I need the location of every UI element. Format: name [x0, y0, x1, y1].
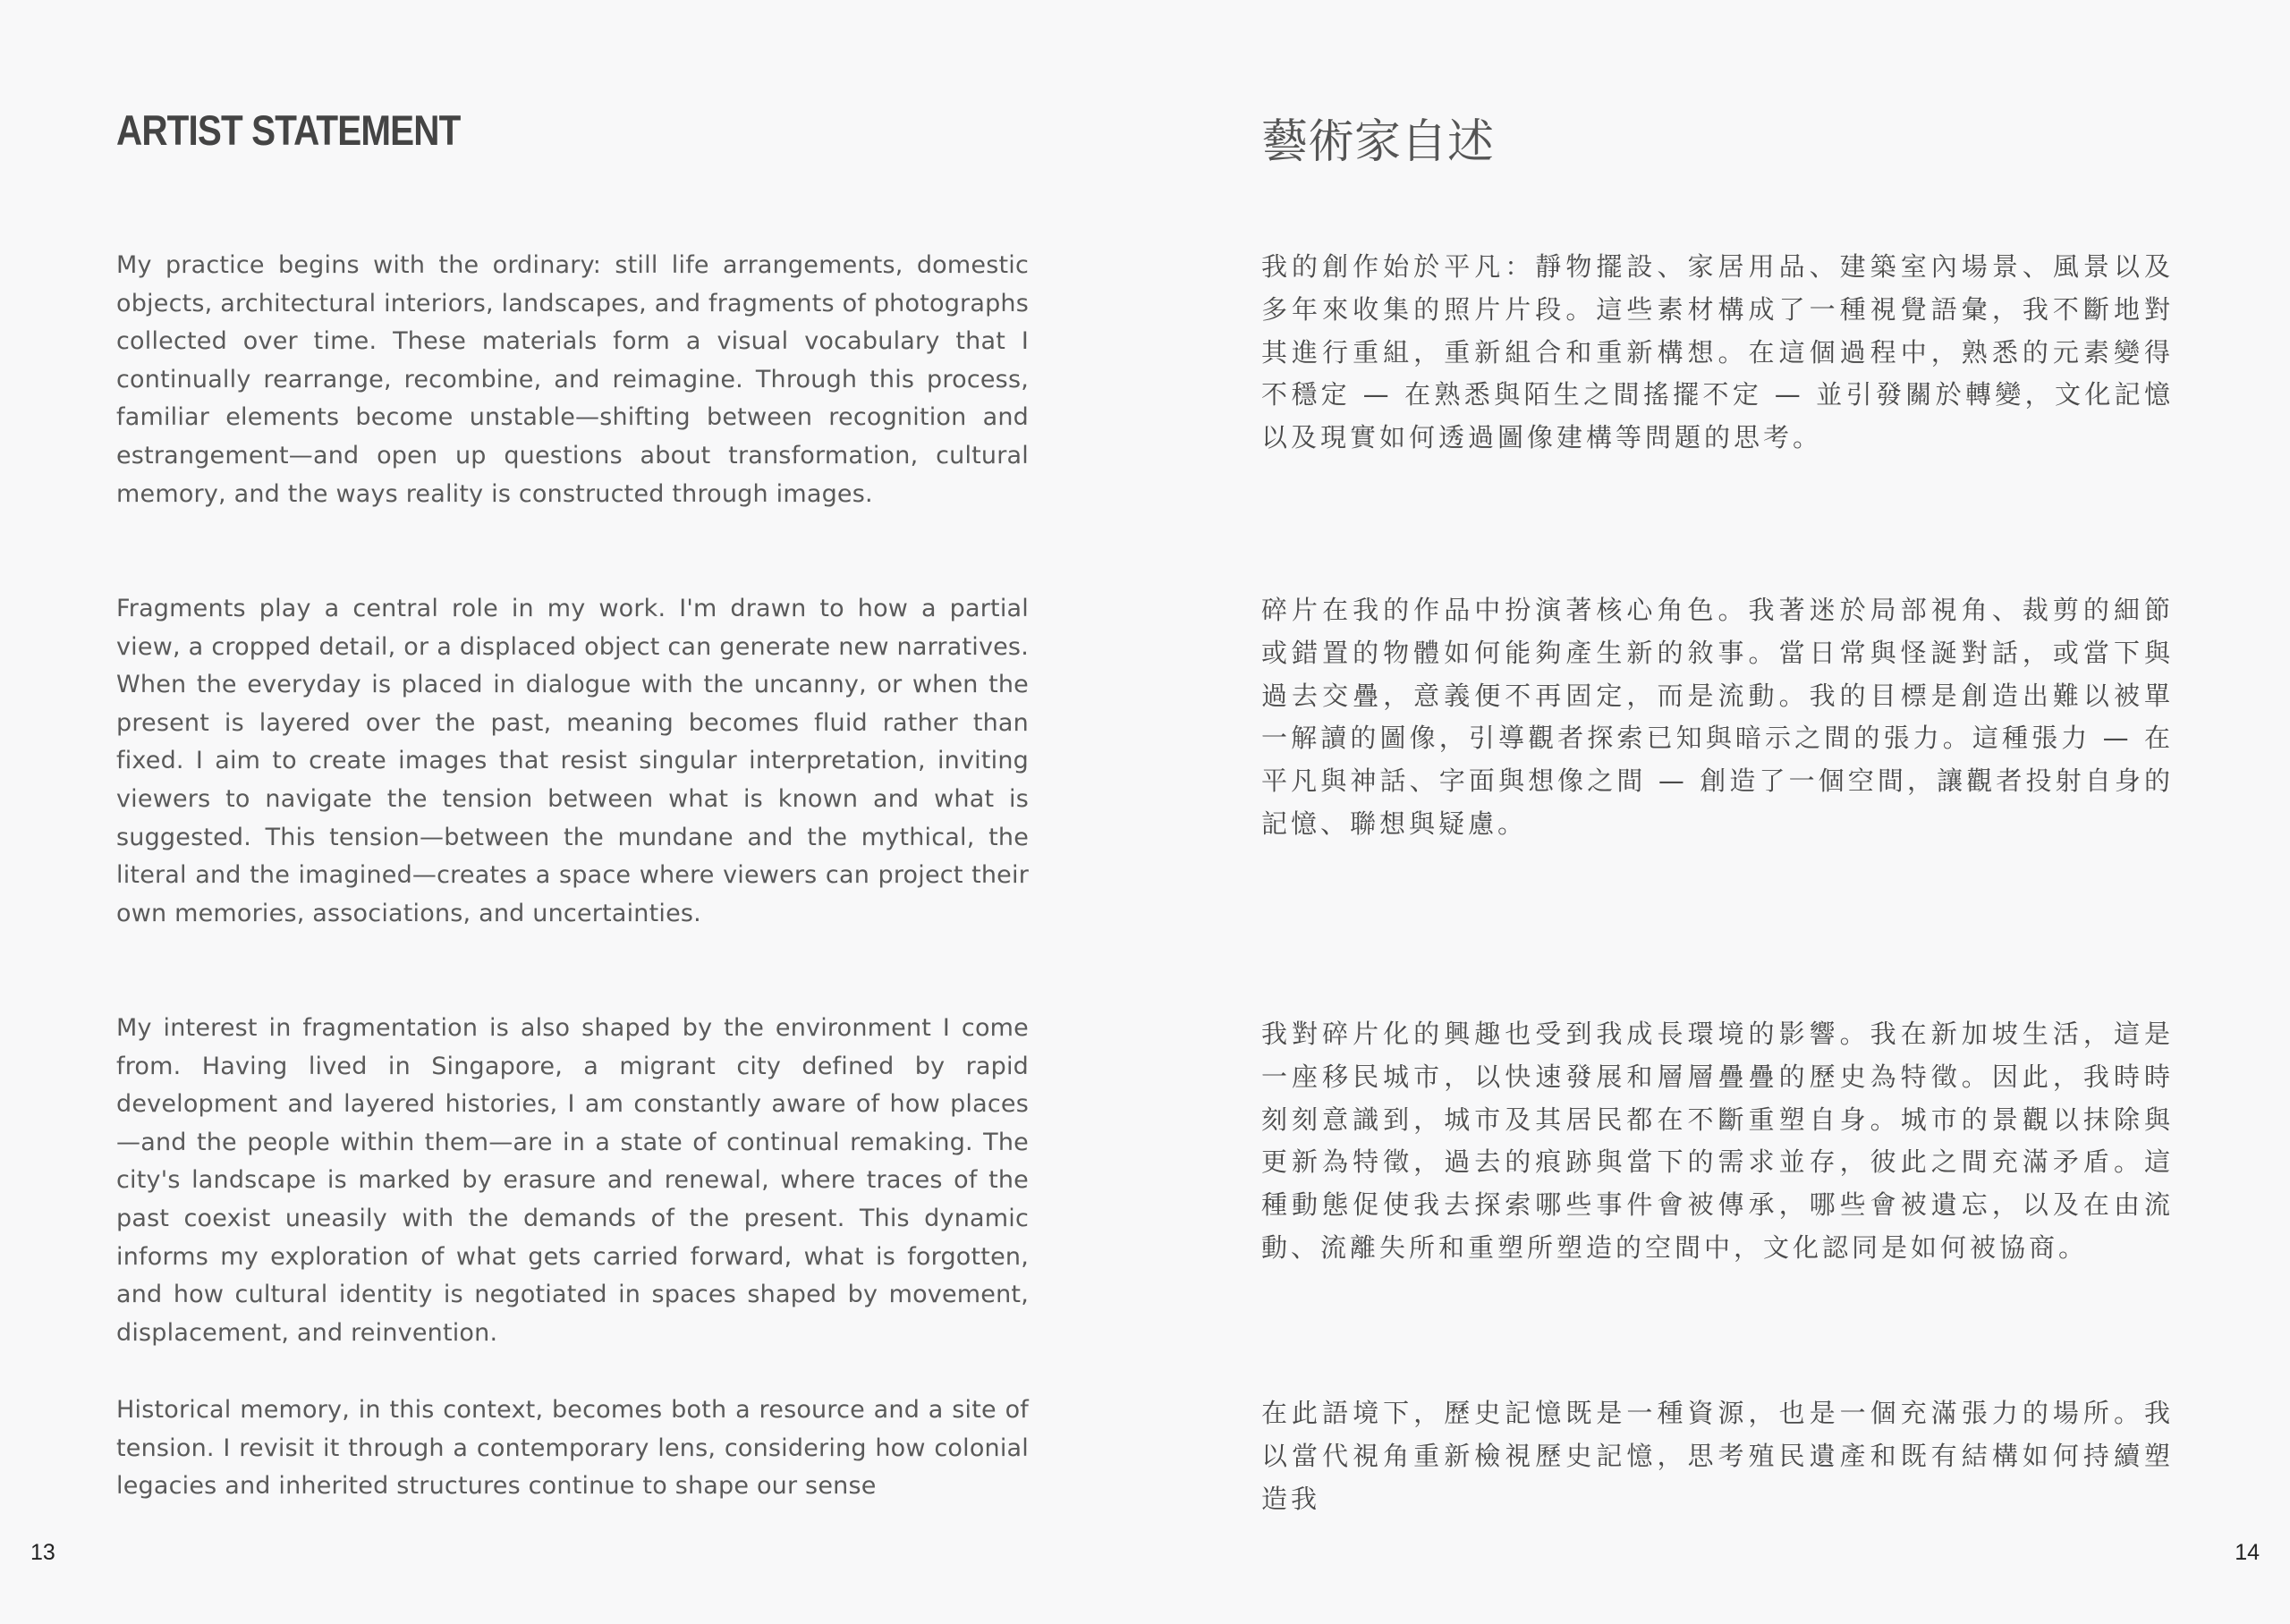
page-number-right: 14: [2235, 1540, 2260, 1565]
paragraph-zh-3: 我對碎片化的興趣也受到我成長環境的影響。我在新加坡生活，這是一座移民城市，以快速發展和層層疊疊的歷史為特徵。因此，我時時刻刻意識到，城市及其居民都在不斷重塑自身。城市的景觀以抹除與更新為特徵，過去的痕跡與當下的需求並存，彼此之間充滿矛盾。這種動態促使我去探索哪些事件會被傳承，哪些會被遺忘，以及在由流動、流離失所和重塑所塑造的空間中，文化認同是如何被協商。: [1261, 1019, 2174, 1263]
page-heading-zh: 藝術家自述: [1261, 115, 1495, 169]
page-number-left: 13: [30, 1540, 55, 1565]
paragraph-zh-1: 我的創作始於平凡：靜物擺設、家居用品、建築室內場景、風景以及多年來收集的照片片段。這些素材構成了一種視覺語彙，我不斷地對其進行重組，重新組合和重新構想。在這個過程中，熟悉的元素變得不穩定 — 在熟悉與陌生之間搖擺不定 — 並引發關於轉變，文化記憶以及現實如何透過圖像建構等問題的思考。: [1261, 251, 2174, 453]
paragraph-en-2: Fragments play a central role in my work. I'm drawn to how a partial view, a cropped detail, or a displaced object can generate new narratives. When the everyday is placed in dialogue with the uncanny, or when the present is layered over the past, meaning becomes fluid rather than fixed. I aim to create images that resist singular interpretation, inviting viewers to navigate the tension between what is known and what is suggested. This tension—between the mundane and the mythical, the literal and the imagined—creates a space where viewers can project their own memories, associations, and uncertainties.: [116, 595, 1029, 927]
page-heading-en: ARTIST STATEMENT: [116, 106, 461, 154]
paragraph-zh-4: 在此語境下，歷史記憶既是一種資源，也是一個充滿張力的場所。我以當代視角重新檢視歷史記憶，思考殖民遺產和既有結構如何持續塑造我: [1261, 1398, 2174, 1514]
paragraph-en-1: My practice begins with the ordinary: still life arrangements, domestic objects, architectural interiors, landscapes, and fragments of photographs collected over time. These materials form a visual vocabulary that I continually rearrange, recombine, and reimagine. Through this process, familiar elements become unstable—shifting between recognition and estrangement—and open up questions about transformation, cultural memory, and the ways reality is constructed through images.: [116, 251, 1029, 508]
right-page: [1145, 0, 2290, 1624]
paragraph-en-3: My interest in fragmentation is also shaped by the environment I come from. Having lived in Singapore, a migrant city defined by rapid development and layered histories, I am constantly aware of how places—and the people within them—are in a state of continual remaking. The city's landscape is marked by erasure and renewal, where traces of the past coexist uneasily with the demands of the present. This dynamic informs my exploration of what gets carried forward, what is forgotten, and how cultural identity is negotiated in spaces shaped by movement, displacement, and reinvention.: [116, 1014, 1029, 1347]
paragraph-en-4: Historical memory, in this context, becomes both a resource and a site of tension. I revisit it through a contemporary lens, considering how colonial legacies and inherited structures continue to shape our sense: [116, 1396, 1029, 1501]
paragraph-zh-2: 碎片在我的作品中扮演著核心角色。我著迷於局部視角、裁剪的細節或錯置的物體如何能夠產生新的敘事。當日常與怪誕對話，或當下與過去交疊，意義便不再固定，而是流動。我的目標是創造出難以被單一解讀的圖像，引導觀者探索已知與暗示之間的張力。這種張力 — 在平凡與神話、字面與想像之間 — 創造了一個空間，讓觀者投射自身的記憶、聯想與疑慮。: [1261, 595, 2174, 839]
